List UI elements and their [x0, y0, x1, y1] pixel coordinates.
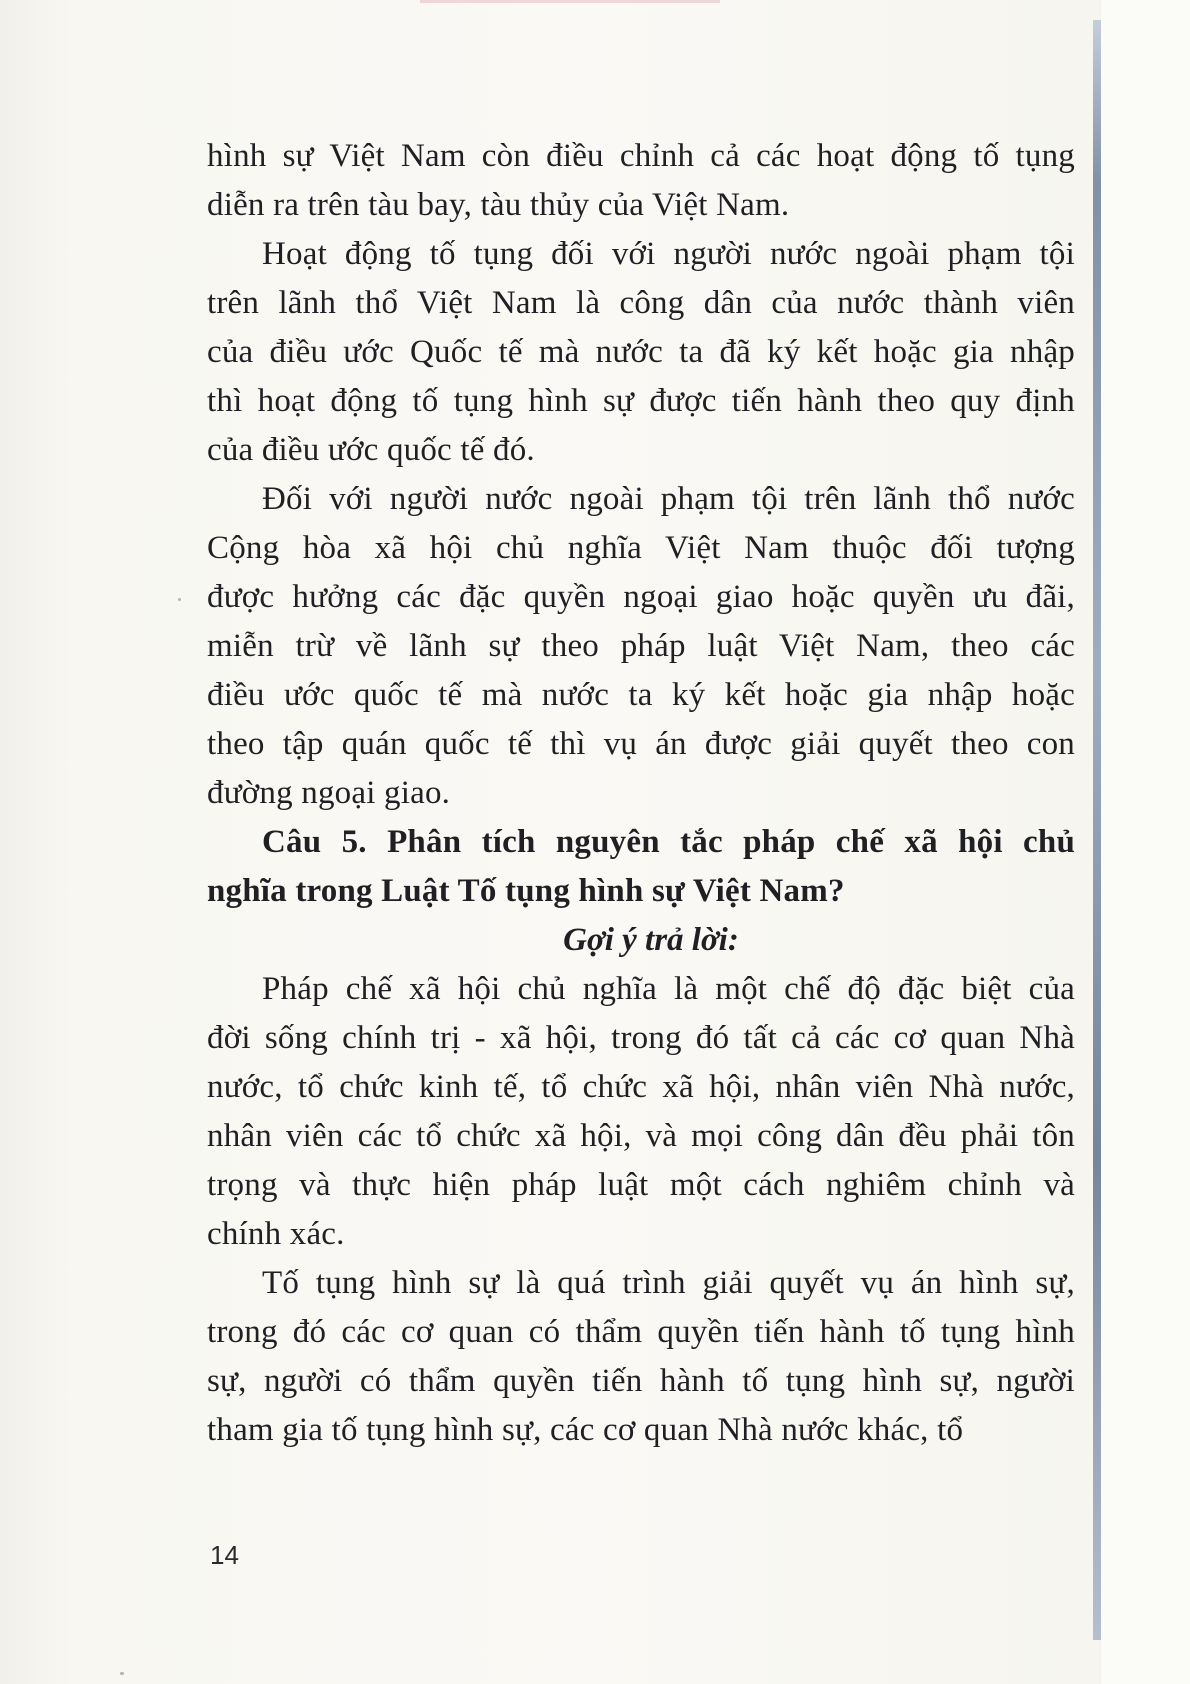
text-line: thì hoạt động tố tụng hình sự được tiến hành theo quy định: [207, 383, 1075, 419]
paragraph: [207, 132, 1075, 230]
text-line: diễn ra trên tàu bay, tàu thủy của Việt Nam.: [207, 187, 790, 223]
answer-hint-title: [207, 916, 1075, 965]
text-line: đường ngoại giao.: [207, 775, 451, 811]
text-line: Hoạt động tố tụng đối với người nước ngoài phạm tội: [262, 236, 1075, 272]
text-line: Gợi ý trả lời:: [563, 922, 739, 958]
scan-speck: [178, 598, 181, 601]
binding-shadow: [1093, 20, 1101, 1640]
text-line: theo tập quán quốc tế thì vụ án được giải quyết theo con: [207, 726, 1075, 762]
text-line: của điều ước quốc tế đó.: [207, 432, 535, 468]
scan-edge-mark: [420, 0, 720, 3]
text-line: Đối với người nước ngoài phạm tội trên lãnh thổ nước: [262, 481, 1075, 517]
text-line: đời sống chính trị - xã hội, trong đó tất cả các cơ quan Nhà: [207, 1020, 1075, 1056]
text-line: Cộng hòa xã hội chủ nghĩa Việt Nam thuộc đối tượng: [207, 530, 1075, 566]
page-text-body: [207, 132, 1075, 1455]
text-line: nhân viên các tổ chức xã hội, và mọi công dân đều phải tôn: [207, 1118, 1075, 1154]
text-line: điều ước quốc tế mà nước ta ký kết hoặc gia nhập hoặc: [207, 677, 1075, 713]
text-line: Tố tụng hình sự là quá trình giải quyết vụ án hình sự,: [262, 1265, 1075, 1301]
text-line: hình sự Việt Nam còn điều chỉnh cả các hoạt động tố tụng: [207, 138, 1075, 174]
text-line: miễn trừ về lãnh sự theo pháp luật Việt Nam, theo các: [207, 628, 1075, 664]
paragraph: [207, 965, 1075, 1259]
text-line: tham gia tố tụng hình sự, các cơ quan Nhà nước khác, tổ: [207, 1412, 964, 1448]
text-line: chính xác.: [207, 1216, 345, 1252]
text-line: được hưởng các đặc quyền ngoại giao hoặc quyền ưu đãi,: [207, 579, 1075, 615]
paragraph: [207, 1259, 1075, 1455]
text-line: Pháp chế xã hội chủ nghĩa là một chế độ đặc biệt của: [262, 971, 1075, 1007]
text-line: của điều ước Quốc tế mà nước ta đã ký kết hoặc gia nhập: [207, 334, 1075, 370]
text-line: sự, người có thẩm quyền tiến hành tố tụng hình sự, người: [207, 1363, 1075, 1399]
text-line: nghĩa trong Luật Tố tụng hình sự Việt Nam?: [207, 873, 845, 909]
page-margin-edge: [1101, 0, 1190, 1684]
page-number: 14: [210, 1540, 239, 1570]
text-line: trong đó các cơ quan có thẩm quyền tiến hành tố tụng hình: [207, 1314, 1075, 1350]
text-line: nước, tổ chức kinh tế, tổ chức xã hội, nhân viên Nhà nước,: [207, 1069, 1075, 1105]
text-line: Câu 5. Phân tích nguyên tắc pháp chế xã hội chủ: [262, 824, 1075, 860]
paragraph: [207, 230, 1075, 475]
paragraph: [207, 475, 1075, 818]
scan-speck: [120, 1672, 124, 1675]
text-line: trên lãnh thổ Việt Nam là công dân của nước thành viên: [207, 285, 1075, 321]
text-line: trọng và thực hiện pháp luật một cách nghiêm chỉnh và: [207, 1167, 1075, 1203]
question-heading: [207, 818, 1075, 916]
